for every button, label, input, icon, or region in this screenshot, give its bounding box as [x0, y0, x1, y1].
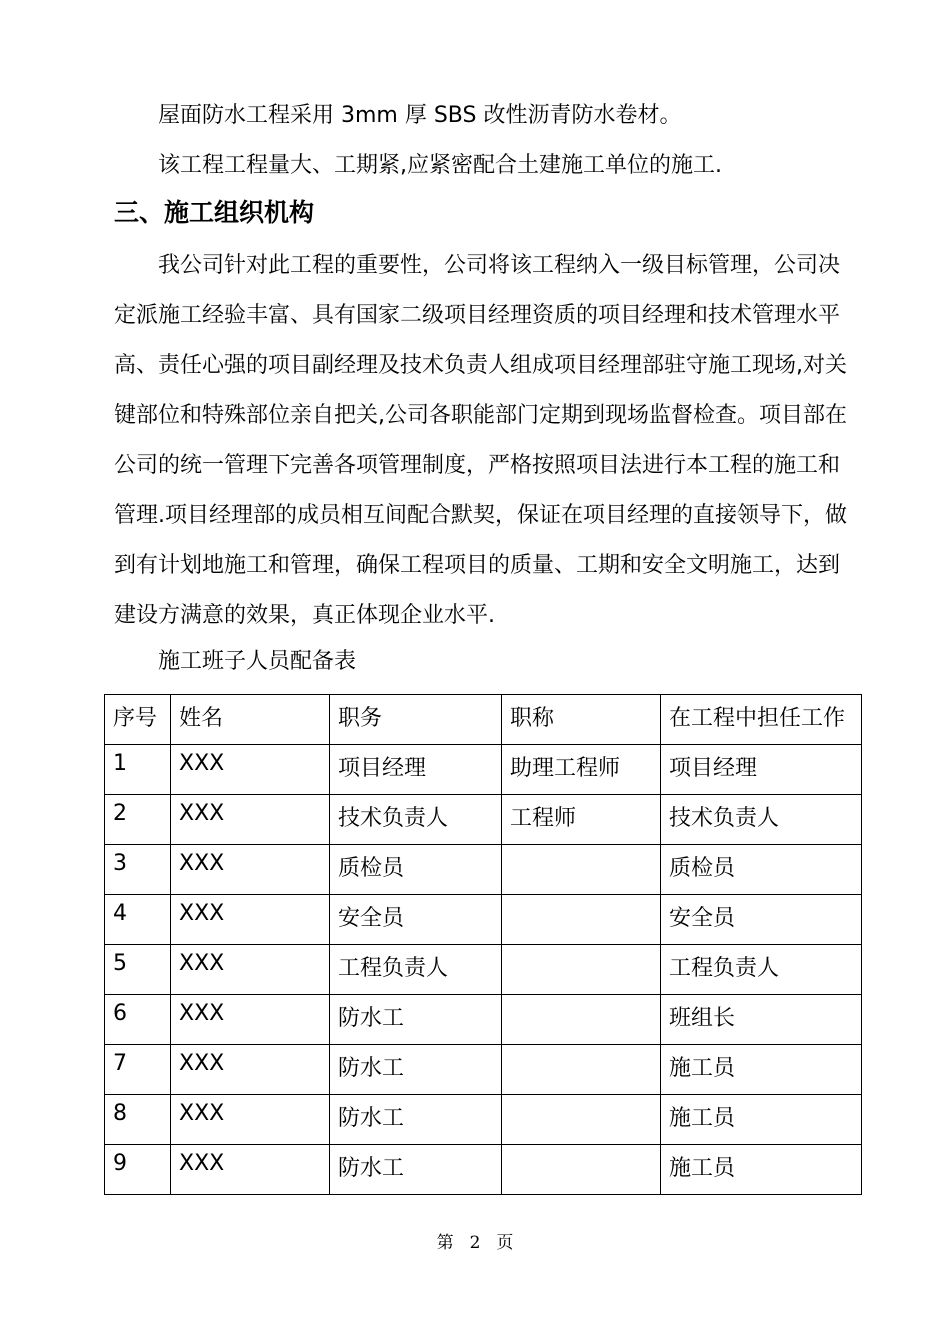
header-cell: 在工程中担任工作 — [661, 695, 862, 745]
table-cell: 7 — [105, 1045, 171, 1095]
staff-table — [104, 694, 862, 1195]
table-cell: 安全员 — [661, 895, 862, 945]
table-cell: 技术负责人 — [661, 795, 862, 845]
table-cell: 6 — [105, 995, 171, 1045]
body-line: 到有计划地施工和管理，确保工程项目的质量、工期和安全文明施工，达到 — [114, 553, 841, 578]
table-cell: 8 — [105, 1095, 171, 1145]
table-row — [105, 795, 862, 845]
body-line: 管理.项目经理部的成员相互间配合默契，保证在项目经理的直接领导下，做 — [114, 503, 847, 528]
table-cell: XXX — [171, 895, 330, 945]
table-cell: XXX — [171, 745, 330, 795]
table-cell: XXX — [171, 1095, 330, 1145]
table-title: 施工班子人员配备表 — [158, 649, 357, 674]
table-cell: 施工员 — [661, 1095, 862, 1145]
table-header-row — [105, 695, 862, 745]
table-row — [105, 895, 862, 945]
page-footer — [0, 1228, 950, 1253]
table-row — [105, 995, 862, 1045]
table-cell: XXX — [171, 995, 330, 1045]
table-cell: 5 — [105, 945, 171, 995]
header-cell: 职务 — [330, 695, 502, 745]
table-cell: 助理工程师 — [502, 745, 661, 795]
paragraph-schedule: 该工程工程量大、工期紧,应紧密配合土建施工单位的施工. — [158, 153, 722, 178]
table-cell: 质检员 — [661, 845, 862, 895]
table-cell — [502, 945, 661, 995]
table-cell: 项目经理 — [330, 745, 502, 795]
body-line: 建设方满意的效果，真正体现企业水平. — [114, 603, 495, 628]
table-cell: XXX — [171, 845, 330, 895]
body-line: 公司的统一管理下完善各项管理制度，严格按照项目法进行本工程的施工和 — [114, 453, 841, 478]
table-cell: XXX — [171, 945, 330, 995]
table-cell: 9 — [105, 1145, 171, 1195]
page-number: 2 — [469, 1233, 481, 1253]
table-cell: 安全员 — [330, 895, 502, 945]
footer-suffix: 页 — [496, 1233, 514, 1253]
table-cell: 工程师 — [502, 795, 661, 845]
body-line: 键部位和特殊部位亲自把关,公司各职能部门定期到现场监督检查。项目部在 — [114, 403, 847, 428]
table-cell: 防水工 — [330, 1045, 502, 1095]
table-row — [105, 945, 862, 995]
table-cell: 防水工 — [330, 1145, 502, 1195]
table-cell: 2 — [105, 795, 171, 845]
table-cell: 项目经理 — [661, 745, 862, 795]
table-cell: 施工员 — [661, 1145, 862, 1195]
header-cell: 职称 — [502, 695, 661, 745]
table-cell: XXX — [171, 1145, 330, 1195]
table-row — [105, 845, 862, 895]
body-line: 高、责任心强的项目副经理及技术负责人组成项目经理部驻守施工现场,对关 — [114, 353, 847, 378]
header-cell: 序号 — [105, 695, 171, 745]
body-line: 我公司针对此工程的重要性，公司将该工程纳入一级目标管理，公司决 — [158, 253, 841, 278]
table-cell: 1 — [105, 745, 171, 795]
table-cell: 3 — [105, 845, 171, 895]
table-cell: 班组长 — [661, 995, 862, 1045]
table-cell: 工程负责人 — [661, 945, 862, 995]
table-cell: 质检员 — [330, 845, 502, 895]
paragraph-roofing: 屋面防水工程采用 3mm 厚 SBS 改性沥青防水卷材。 — [158, 103, 682, 128]
table-cell — [502, 1045, 661, 1095]
table-cell — [502, 1095, 661, 1145]
table-row — [105, 1145, 862, 1195]
table-row — [105, 1095, 862, 1145]
section-heading: 三、施工组织机构 — [114, 198, 315, 227]
table-cell: XXX — [171, 795, 330, 845]
table-cell — [502, 995, 661, 1045]
table-cell — [502, 1145, 661, 1195]
table-cell — [502, 845, 661, 895]
table-cell: 施工员 — [661, 1045, 862, 1095]
table-cell: 防水工 — [330, 1095, 502, 1145]
footer-prefix: 第 — [436, 1233, 454, 1253]
header-cell: 姓名 — [171, 695, 330, 745]
table-cell: 工程负责人 — [330, 945, 502, 995]
table-row — [105, 1045, 862, 1095]
table-cell: 4 — [105, 895, 171, 945]
table-cell: 防水工 — [330, 995, 502, 1045]
table-row — [105, 745, 862, 795]
table-cell: XXX — [171, 1045, 330, 1095]
table-cell — [502, 895, 661, 945]
body-line: 定派施工经验丰富、具有国家二级项目经理资质的项目经理和技术管理水平 — [114, 303, 841, 328]
table-cell: 技术负责人 — [330, 795, 502, 845]
